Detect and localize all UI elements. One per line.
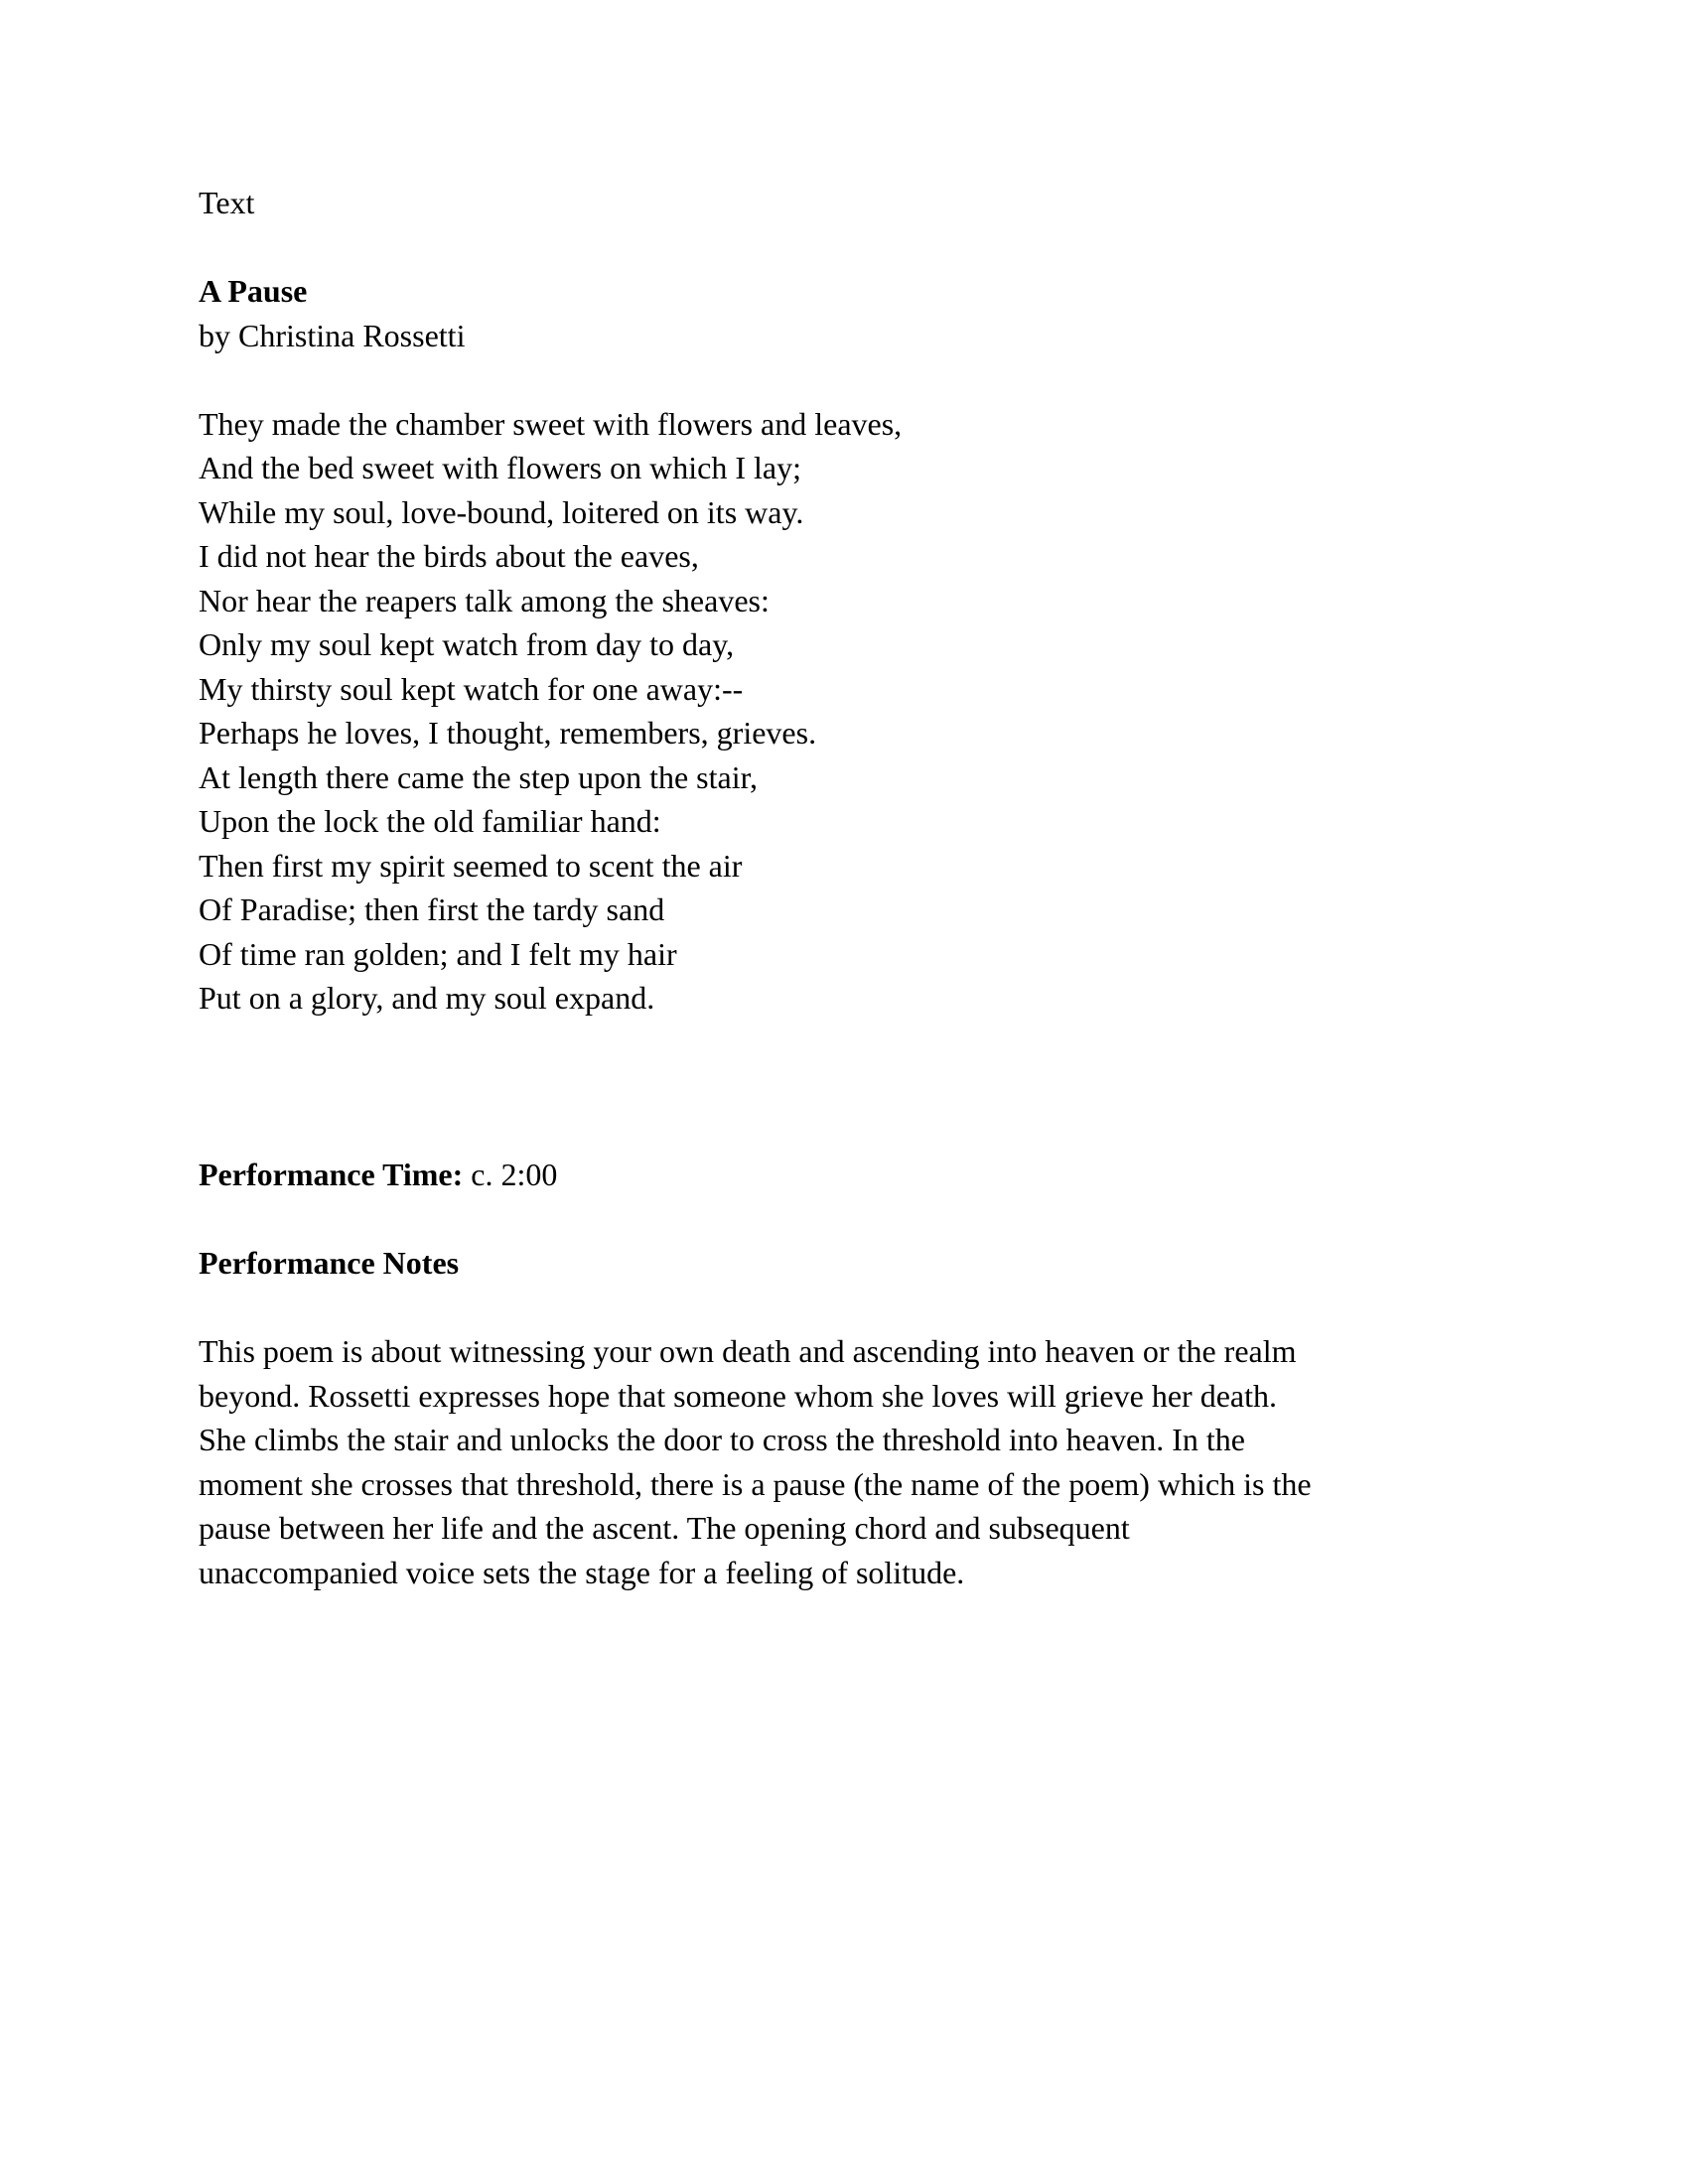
performance-notes-body: [199, 1329, 1470, 1594]
poem-line: And the bed sweet with flowers on which I lay;: [199, 450, 801, 485]
notes-line: beyond. Rossetti expresses hope that someone whom she loves will grieve her death.: [199, 1377, 1277, 1414]
spacer: [199, 1021, 1489, 1154]
poem-line: Perhaps he loves, I thought, remembers, grieves.: [199, 715, 817, 751]
poem-line: Of time ran golden; and I felt my hair: [199, 935, 677, 972]
poem-title: A Pause: [199, 273, 308, 309]
spacer: [199, 357, 1489, 402]
poem-byline: by Christina Rossetti: [199, 317, 466, 353]
performance-time-value: c. 2:00: [471, 1157, 558, 1192]
poem-line: While my soul, love-bound, loitered on its way.: [199, 493, 804, 530]
poem-line: They made the chamber sweet with flowers and leaves,: [199, 405, 903, 442]
document-content: [199, 181, 1489, 1594]
performance-time: [199, 1153, 1489, 1197]
poem-line: Only my soul kept watch from day to day,: [199, 626, 735, 662]
poem-line: Of Paradise; then first the tardy sand: [199, 891, 665, 927]
notes-line: This poem is about witnessing your own death and ascending into heaven or the realm: [199, 1333, 1297, 1369]
notes-line: unaccompanied voice sets the stage for a feeling of solitude.: [199, 1554, 965, 1590]
poem-line: I did not hear the birds about the eaves,: [199, 538, 699, 574]
poem-line: At length there came the step upon the stair,: [199, 758, 758, 795]
performance-time-label: Performance Time:: [199, 1157, 464, 1192]
spacer: [199, 225, 1489, 270]
poem-line: Put on a glory, and my soul expand.: [199, 980, 655, 1016]
notes-line: pause between her life and the ascent. The opening chord and subsequent: [199, 1510, 1130, 1546]
spacer: [199, 1197, 1489, 1242]
performance-notes-heading: Performance Notes: [199, 1245, 460, 1281]
spacer: [199, 1286, 1489, 1330]
notes-line: She climbs the stair and unlocks the door to cross the threshold into heaven. In the: [199, 1422, 1245, 1457]
poem-line: Then first my spirit seemed to scent the air: [199, 847, 743, 884]
poem-line: My thirsty soul kept watch for one away:--: [199, 670, 744, 707]
poem-body: [199, 402, 1489, 1021]
notes-line: moment she crosses that threshold, there is a pause (the name of the poem) which is the: [199, 1465, 1312, 1502]
section-label: Text: [199, 185, 255, 220]
poem-line: Nor hear the reapers talk among the sheaves:: [199, 582, 770, 618]
poem-line: Upon the lock the old familiar hand:: [199, 803, 661, 839]
